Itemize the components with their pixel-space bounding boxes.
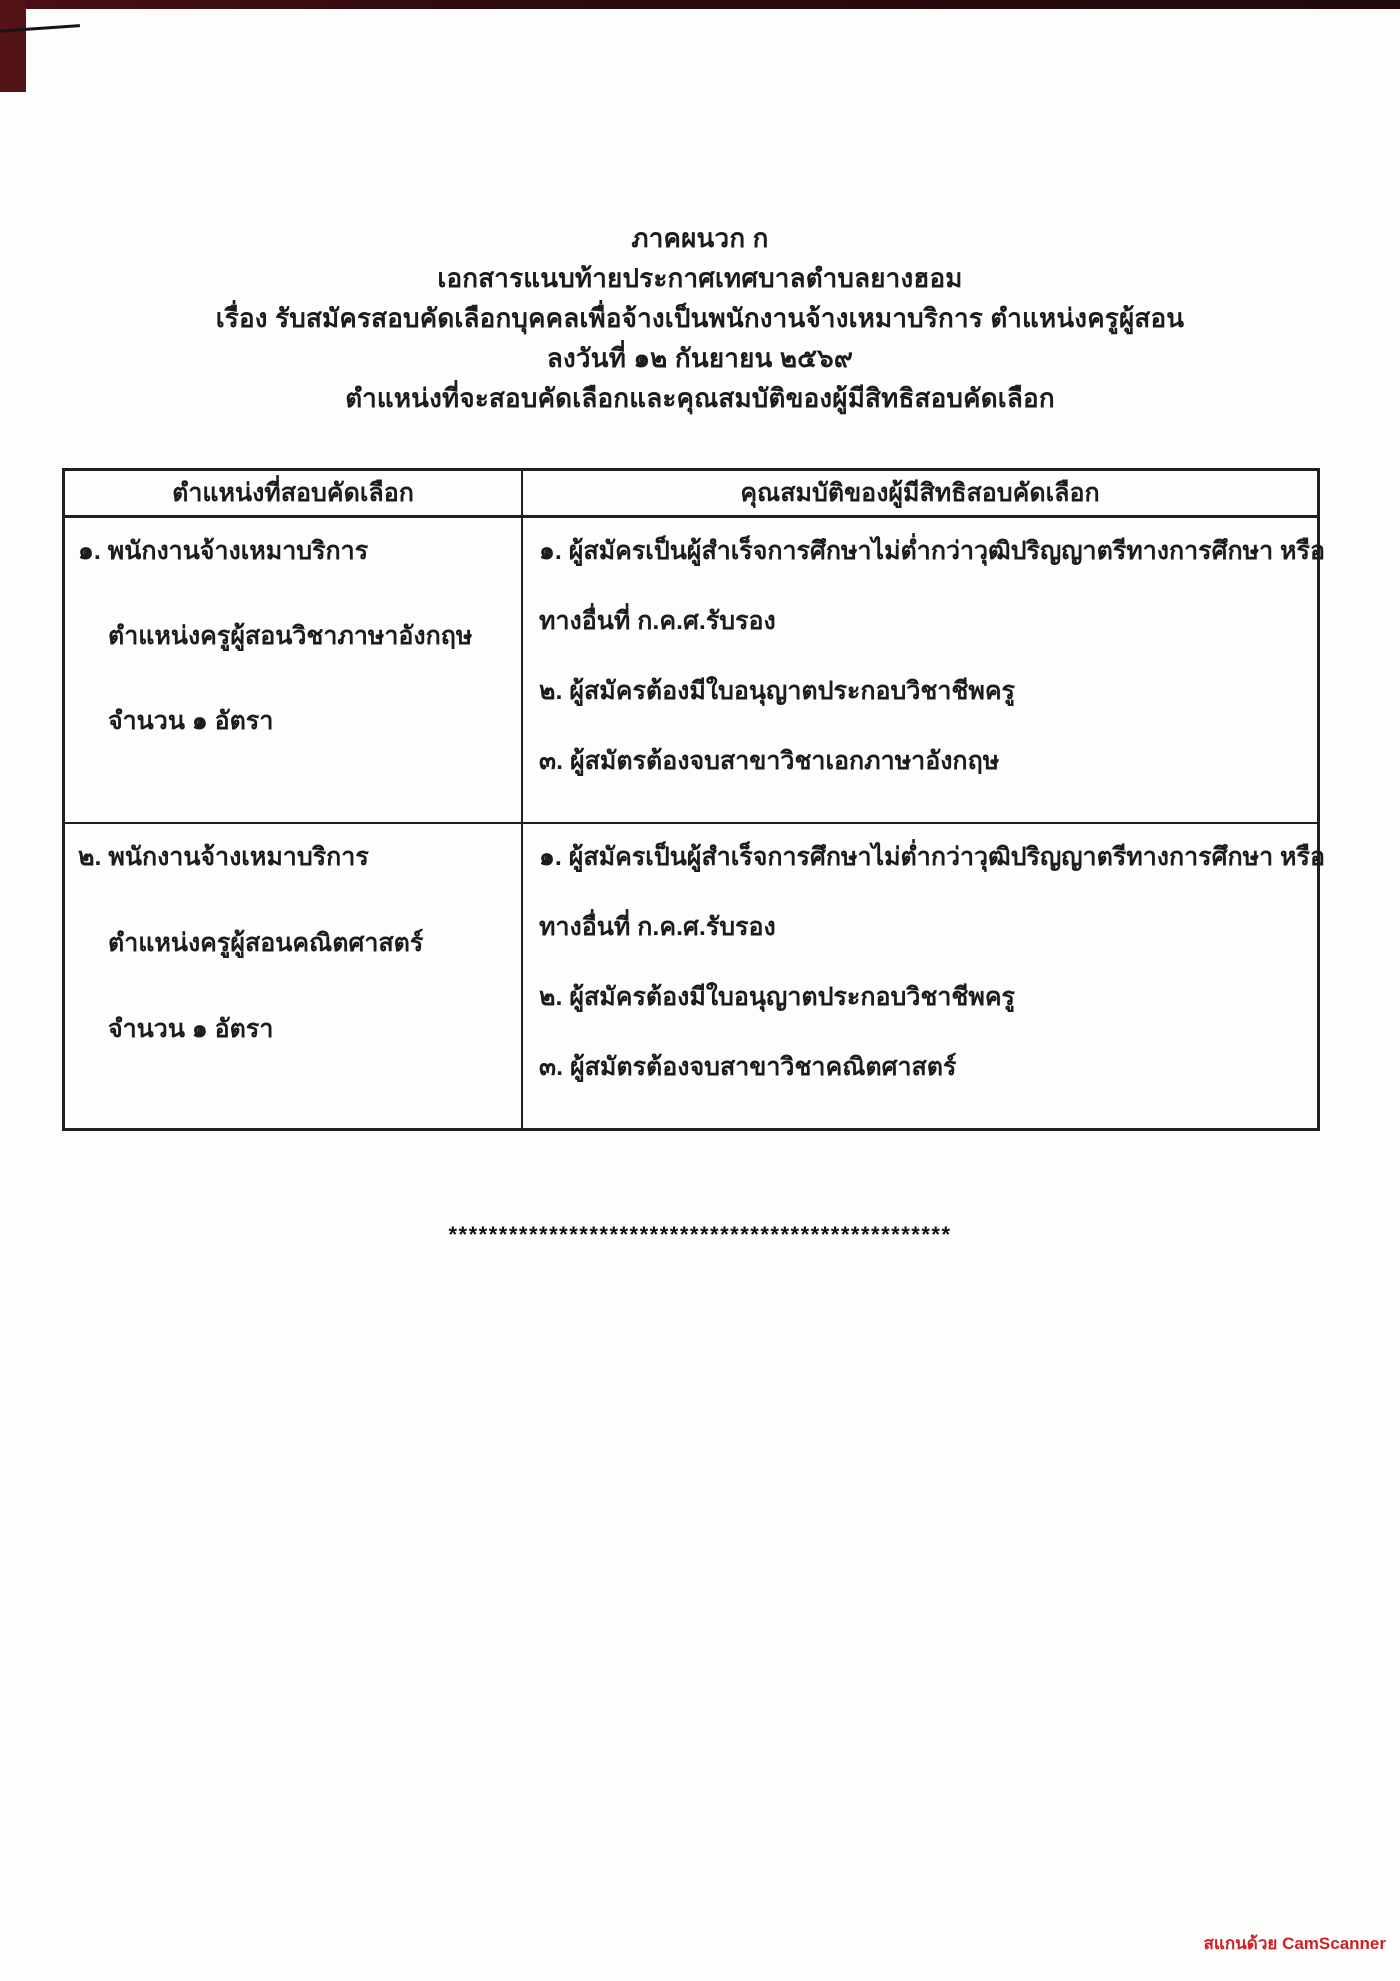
table-row	[65, 824, 1325, 1128]
qualification-line: ๒. ผู้สมัครต้องมีใบอนุญาตประกอบวิชาชีพครู	[539, 677, 1015, 705]
qualification-line: ๓. ผู้สมัตรต้องจบสาขาวิชาเอกภาษาอังกฤษ	[539, 747, 1000, 775]
document-title-block	[0, 218, 1400, 418]
qualification-line: ๑. ผู้สมัครเป็นผู้สำเร็จการศึกษาไม่ต่ำกว่าวุฒิปริญญาตรีทางการศึกษา หรือ	[539, 843, 1325, 871]
qualification-line: ทางอื่นที่ ก.ค.ศ.รับรอง	[539, 913, 776, 941]
position-cell-row2	[65, 824, 523, 1128]
column-header-qualifications: คุณสมบัติของผู้มีสิทธิสอบคัดเลือก	[740, 479, 1100, 507]
scan-artifact-top-strip	[0, 0, 1400, 9]
section-heading: ตำแหน่งที่จะสอบคัดเลือกและคุณสมบัติของผู้มีสิทธิสอบคัดเลือก	[345, 383, 1055, 413]
table-row	[65, 518, 1325, 824]
qualifications-cell-row1	[523, 518, 1325, 822]
position-line: จำนวน ๑ อัตรา	[108, 1015, 274, 1043]
position-line: ตำแหน่งครูผู้สอนวิชาภาษาอังกฤษ	[108, 622, 473, 650]
date-line: ลงวันที่ ๑๒ กันยายน ๒๕๖๙	[546, 343, 854, 373]
positions-qualifications-table	[62, 468, 1325, 1131]
attachment-title: เอกสารแนบท้ายประกาศเทศบาลตำบลยางฮอม	[437, 263, 963, 293]
qualifications-cell-row2	[523, 824, 1325, 1128]
camscanner-watermark: สแกนด้วย CamScanner	[1203, 1934, 1386, 1953]
position-line: ตำแหน่งครูผู้สอนคณิตศาสตร์	[108, 929, 424, 957]
column-header-position: ตำแหน่งที่สอบคัดเลือก	[65, 471, 523, 515]
scan-artifact-corner-block	[0, 0, 26, 92]
qualification-line: ๑. ผู้สมัครเป็นผู้สำเร็จการศึกษาไม่ต่ำกว่าวุฒิปริญญาตรีทางการศึกษา หรือ	[539, 537, 1325, 565]
asterisk-separator: **************************************************	[448, 1222, 952, 1247]
qualification-line: ทางอื่นที่ ก.ค.ศ.รับรอง	[539, 607, 776, 635]
qualification-line: ๓. ผู้สมัตรต้องจบสาขาวิชาคณิตศาสตร์	[539, 1053, 957, 1081]
position-line: ๒. พนักงานจ้างเหมาบริการ	[78, 843, 369, 871]
qualification-line: ๒. ผู้สมัครต้องมีใบอนุญาตประกอบวิชาชีพครู	[539, 983, 1015, 1011]
subject-line: เรื่อง รับสมัครสอบคัดเลือกบุคคลเพื่อจ้างเป็นพนักงานจ้างเหมาบริการ ตำแหน่งครูผู้สอน	[215, 303, 1185, 333]
table-header-row	[65, 471, 1317, 518]
position-line: ๑. พนักงานจ้างเหมาบริการ	[78, 537, 369, 565]
position-cell-row1	[65, 518, 523, 822]
appendix-title: ภาคผนวก ก	[631, 223, 769, 253]
position-line: จำนวน ๑ อัตรา	[108, 707, 274, 735]
